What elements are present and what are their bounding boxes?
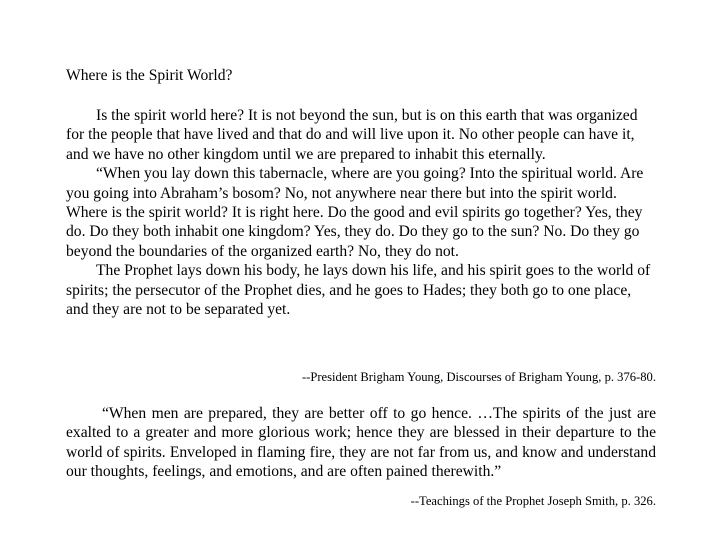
joseph-smith-citation: --Teachings of the Prophet Joseph Smith, p. 326. (410, 494, 656, 508)
paragraph-men-prepared: “When men are prepared, they are better off to go hence. …The spirits of the just are exalted to a greater and more glorious work; hence they are blessed in their departure to the world of spirits. Enveloped in flaming fire, they are not far from us, and know and understand our thoughts, feelings, and emotions, and are often pained therewith.” (66, 405, 656, 481)
paragraph-tabernacle: “When you lay down this tabernacle, where are you going? Into the spiritual world. Are you going into Abraham’s bosom? No, not anywhere near there but into the spirit world. Where is the spirit world? It is right here. Do the good and evil spirits go together? Yes, they do. Do they both inhabit one kingdom? Yes, they do. Do they go to the sun? No. Do they go beyond the boundaries of the organized earth? No, they do not. (66, 165, 644, 260)
joseph-smith-quote (66, 404, 656, 482)
paragraph-prophet: The Prophet lays down his body, he lays down his life, and his spirit goes to the world of spirits; the persecutor of the Prophet dies, and he goes to Hades; they both go to one place, and they are not to be separated yet. (66, 262, 651, 319)
brigham-young-quote (66, 106, 656, 319)
paragraph-spirit-world-here: Is the spirit world here? It is not beyond the sun, but is on this earth that was organized for the people that have lived and that do and will live upon it. No other people can have it, and we have no other kingdom until we are prepared to inhabit this eternally. (66, 107, 638, 163)
brigham-young-citation: --President Brigham Young, Discourses of Brigham Young, p. 376-80. (301, 370, 656, 384)
document-title: Where is the Spirit World? (66, 67, 233, 84)
